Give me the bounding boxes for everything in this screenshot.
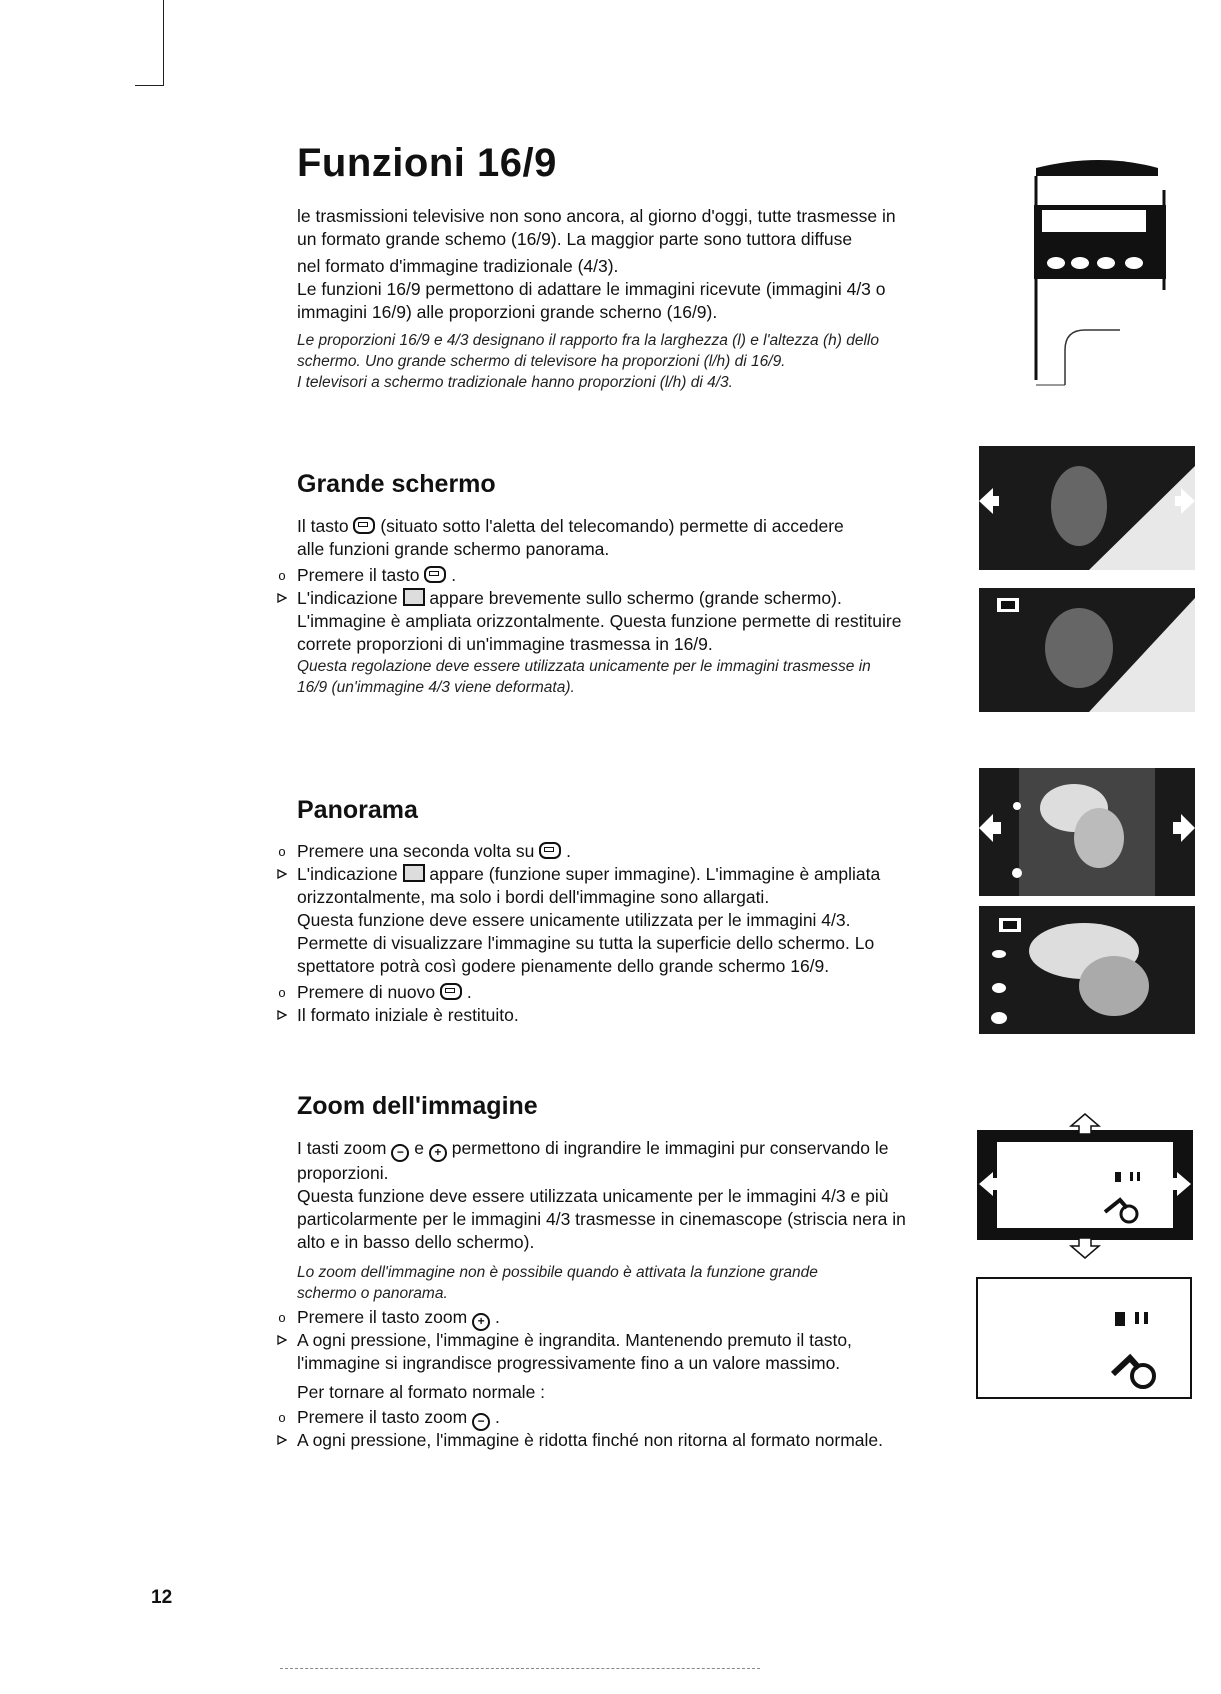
super-image-indicator-icon xyxy=(403,864,425,882)
step-text: Premere il tasto zoom xyxy=(297,1307,468,1327)
page-title: Funzioni 16/9 xyxy=(297,141,557,185)
result-arrow-icon xyxy=(275,1004,289,1027)
zoom-minus-key-icon: − xyxy=(472,1413,490,1431)
intro-text-c: permettono di ingrandire le immagini pur conservando le xyxy=(451,1138,889,1158)
section-heading-zoom: Zoom dell'immagine xyxy=(297,1092,538,1120)
remote-control-illustration xyxy=(1030,150,1170,390)
result-line: l'immagine si ingrandisce progressivamente fino a un valore massimo. xyxy=(297,1353,841,1373)
wide-screen-key-icon xyxy=(539,842,561,859)
result-arrow-icon xyxy=(275,587,289,610)
zoom-intro xyxy=(297,1137,997,1304)
note-line: Le proporzioni 16/9 e 4/3 designano il rapporto fra la larghezza (l) e l'altezza (h) dello xyxy=(297,332,879,349)
panorama-after-image xyxy=(979,906,1195,1034)
circle-bullet-icon: o xyxy=(278,1410,286,1425)
result-text-b: appare (funzione super immagine). L'immagine è ampliata xyxy=(429,864,881,884)
result-line: A ogni pressione, l'immagine è ingrandita. Mantenendo premuto il tasto, xyxy=(297,1330,852,1350)
result-arrow-icon xyxy=(275,1429,289,1452)
intro-text xyxy=(297,205,977,393)
intro-text-c: alle funzioni grande schermo panorama. xyxy=(297,539,610,559)
result-line: orizzontalmente, ma solo i bordi dell'immagine sono allargati. xyxy=(297,887,770,907)
page-number: 12 xyxy=(151,1587,173,1608)
note-line: schermo. Uno grande schermo di televisore ha proporzioni (l/h) di 16/9. xyxy=(297,353,786,370)
intro-note xyxy=(297,330,1017,393)
scan-artifact-line xyxy=(280,1668,760,1673)
intro-line: Questa funzione deve essere utilizzata unicamente per le immagini 4/3 e più xyxy=(297,1186,889,1206)
result-line: Questa funzione deve essere unicamente utilizzata per le immagini 4/3. xyxy=(297,910,851,930)
step-item: o Premere il tasto zoom + . xyxy=(275,1306,995,1331)
result-item xyxy=(275,863,995,978)
circle-bullet-icon: o xyxy=(278,844,286,859)
wide-screen-key-icon xyxy=(353,517,375,534)
return-text: Per tornare al formato normale : xyxy=(297,1382,546,1402)
section-heading-panorama: Panorama xyxy=(297,796,418,824)
intro-line: proporzioni. xyxy=(297,1163,389,1183)
step-text: Premere di nuovo xyxy=(297,982,436,1002)
note-line: 16/9 (un'immagine 4/3 viene deformata). xyxy=(297,679,575,696)
zoom-note xyxy=(297,1262,997,1304)
result-item xyxy=(275,587,995,698)
circle-bullet-icon: o xyxy=(278,1310,286,1325)
intro-text-a: Il tasto xyxy=(297,516,349,536)
crop-mark xyxy=(135,0,164,86)
result-arrow-icon xyxy=(275,863,289,886)
circle-bullet-icon: o xyxy=(278,985,286,1000)
note-line: I televisori a schermo tradizionale hanno proporzioni (l/h) di 4/3. xyxy=(297,374,733,391)
intro-text-b: e xyxy=(414,1138,424,1158)
result-line: L'immagine è ampliata orizzontalmente. Questa funzione permette di restituire xyxy=(297,611,902,631)
result-line: Permette di visualizzare l'immagine su tutta la superficie dello schermo. Lo xyxy=(297,933,875,953)
result-text-a: L'indicazione xyxy=(297,864,398,884)
step-text: Premere una seconda volta su xyxy=(297,841,535,861)
wide-screen-before-image xyxy=(979,446,1195,570)
result-item xyxy=(275,1429,995,1452)
result-line: spettatore potrà così godere pienamente dello grande schermo 16/9. xyxy=(297,956,830,976)
intro-line: nel formato d'immagine tradizionale (4/3). xyxy=(297,256,619,276)
step-item: o Premere una seconda volta su . xyxy=(275,840,995,863)
grande-schermo-note xyxy=(297,656,995,698)
result-text-b: appare brevemente sullo schermo (grande schermo). xyxy=(429,588,842,608)
circle-bullet-icon: o xyxy=(278,568,286,583)
intro-text-b: (situato sotto l'aletta del telecomando) permette di accedere xyxy=(380,516,844,536)
intro-line: alto e in basso dello schermo). xyxy=(297,1232,535,1252)
zoom-after-image xyxy=(975,1276,1197,1406)
zoom-plus-key-icon: + xyxy=(472,1313,490,1331)
section-heading-grande-schermo: Grande schermo xyxy=(297,470,496,498)
zoom-minus-key-icon: − xyxy=(391,1144,409,1162)
intro-text-a: I tasti zoom xyxy=(297,1138,387,1158)
step-item: o Premere il tasto . xyxy=(275,564,995,587)
intro-line: un formato grande schemo (16/9). La maggior parte sono tuttora diffuse xyxy=(297,229,853,249)
zoom-plus-key-icon: + xyxy=(429,1144,447,1162)
wide-screen-key-icon xyxy=(440,983,462,1000)
intro-line: Le funzioni 16/9 permettono di adattare le immagini ricevute (immagini 4/3 o xyxy=(297,279,886,299)
result-item xyxy=(275,1004,995,1027)
step-text: Premere il tasto xyxy=(297,565,420,585)
wide-screen-after-image xyxy=(979,588,1195,712)
zoom-before-image xyxy=(975,1112,1197,1262)
step-text: Premere il tasto zoom xyxy=(297,1407,468,1427)
intro-line: immagini 16/9) alle proporzioni grande scherno (16/9). xyxy=(297,302,718,322)
result-arrow-icon xyxy=(275,1329,289,1352)
intro-line: le trasmissioni televisive non sono ancora, al giorno d'oggi, tutte trasmesse in xyxy=(297,206,896,226)
result-text: A ogni pressione, l'immagine è ridotta finché non ritorna al formato normale. xyxy=(297,1430,884,1450)
grande-schermo-intro xyxy=(297,515,977,561)
wide-screen-indicator-icon xyxy=(403,588,425,606)
note-line: schermo o panorama. xyxy=(297,1285,448,1302)
result-text-a: L'indicazione xyxy=(297,588,398,608)
intro-line: particolarmente per le immagini 4/3 trasmesse in cinemascope (striscia nera in xyxy=(297,1209,906,1229)
step-item: o Premere di nuovo . xyxy=(275,981,995,1004)
result-line: correte proporzioni di un'immagine trasmessa in 16/9. xyxy=(297,634,713,654)
panorama-before-image xyxy=(979,768,1195,896)
note-line: Lo zoom dell'immagine non è possibile quando è attivata la funzione grande xyxy=(297,1264,818,1281)
result-item xyxy=(275,1329,995,1404)
result-text: Il formato iniziale è restituito. xyxy=(297,1005,519,1025)
step-item: o Premere il tasto zoom − . xyxy=(275,1406,995,1431)
note-line: Questa regolazione deve essere utilizzata unicamente per le immagini trasmesse in xyxy=(297,658,871,675)
wide-screen-key-icon xyxy=(424,566,446,583)
